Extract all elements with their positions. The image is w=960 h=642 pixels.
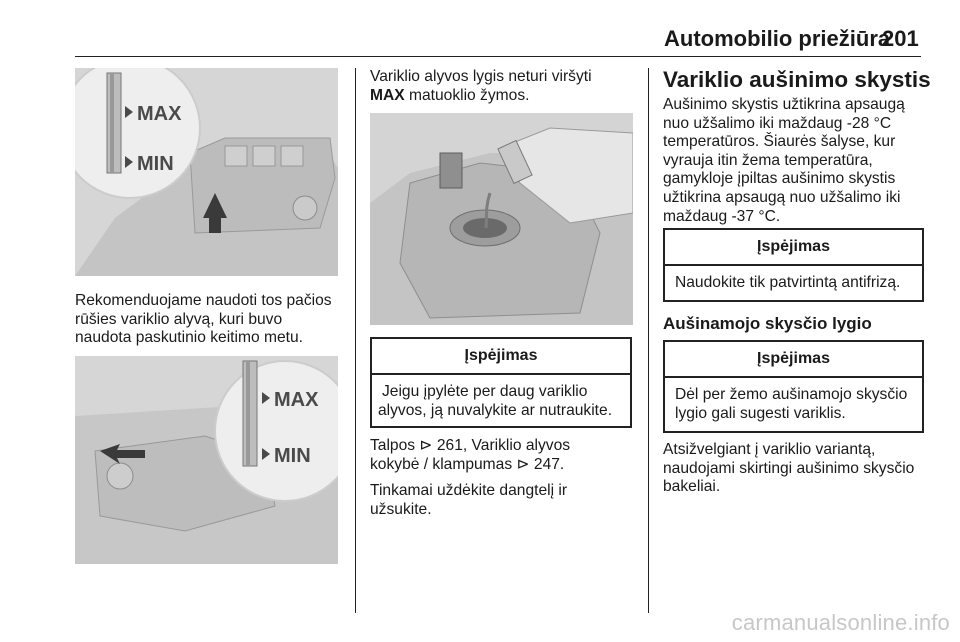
warning-body	[372, 375, 630, 428]
text-fragment: Talpos	[370, 437, 420, 454]
text-line: Aušinimo skystis užtikrina apsaugą	[663, 96, 905, 113]
text-line: maždaug -37 °C.	[663, 207, 781, 225]
text-line: Jeigu įpylėte per daug variklio	[382, 383, 588, 400]
text-line: naudota paskutinio keitimo metu.	[75, 329, 303, 347]
max-mark-label: MAX	[370, 86, 405, 104]
column-divider-right	[648, 68, 649, 613]
middle-paragraph-1	[370, 68, 640, 105]
fig2-min-label: MIN	[274, 445, 311, 467]
text-line: Variklio alyvos lygis neturi viršyti	[370, 68, 592, 85]
subsection-title: Aušinamojo skysčio lygio	[663, 314, 872, 333]
left-paragraph-1	[75, 292, 345, 348]
warning-box-coolant-level	[663, 340, 924, 433]
text-line	[370, 87, 640, 106]
text-line: Rekomenduojame naudoti tos pačios	[75, 292, 332, 309]
page-ref-arrow-icon: ⊳	[516, 455, 530, 473]
text-fragment: matuoklio žymos.	[404, 86, 530, 104]
warning-box-antifreeze	[663, 228, 924, 302]
warning-body	[665, 378, 922, 431]
engine-dipstick-illustration-bottom	[75, 356, 338, 564]
middle-paragraph-2	[370, 482, 640, 519]
fig1-max-label: MAX	[137, 103, 182, 125]
page-number: 201	[882, 26, 919, 51]
text-line: rūšies variklio alyvą, kuri buvo	[75, 310, 283, 328]
header-rule	[75, 56, 921, 57]
text-line: Atsižvelgiant į variklio variantą,	[663, 441, 876, 458]
text-line: temperatūros. Šiaurės šalyse, kur	[663, 133, 896, 151]
header-title: Automobilio priežiūra	[664, 26, 891, 51]
page-ref-link[interactable]: 261	[436, 437, 463, 454]
text-line: lygio gali sugesti variklis.	[675, 404, 846, 422]
text-line: užsukite.	[370, 500, 432, 518]
section-title: Variklio aušinimo skystis	[663, 67, 931, 92]
oil-filling-illustration	[370, 113, 633, 325]
middle-references	[370, 437, 640, 474]
text-line: naudojami skirtingi aušinimo skysčio	[663, 459, 915, 477]
text-line: Dėl per žemo aušinamojo skysčio	[675, 386, 908, 403]
text-line: gamykloje įpiltas aušinimo skystis	[663, 170, 896, 188]
fig2-max-label: MAX	[274, 389, 319, 411]
text-fragment: .	[559, 455, 565, 473]
column-divider-left	[355, 68, 356, 613]
text-line: bakeliai.	[663, 478, 721, 496]
text-fragment: kokybė / klampumas	[370, 455, 517, 473]
warning-title: Įspėjimas	[665, 230, 922, 266]
warning-title: Įspėjimas	[372, 339, 630, 375]
engine-dipstick-illustration-top	[75, 68, 338, 276]
warning-title: Įspėjimas	[665, 342, 922, 378]
text-line: vyrauja itin žema temperatūra,	[663, 151, 873, 169]
reference-line-1	[370, 437, 640, 456]
page-ref-link[interactable]: 247	[533, 455, 560, 473]
warning-body	[665, 266, 922, 301]
warning-box-oil	[370, 337, 632, 428]
text-fragment: , Variklio alyvos	[462, 437, 571, 454]
text-line: Tinkamai uždėkite dangtelį ir	[370, 482, 568, 499]
fig1-min-label: MIN	[137, 153, 174, 175]
text-line: užtikrina apsaugą nuo užšalimo iki	[663, 188, 901, 206]
text-line: Naudokite tik patvirtintą antifrizą.	[675, 274, 901, 291]
watermark: carmanualsonline.info	[731, 610, 950, 635]
right-paragraph-2	[663, 441, 943, 497]
text-line: nuo užšalimo iki maždaug -28 °C	[663, 114, 892, 132]
reference-line-2	[370, 456, 640, 475]
right-paragraph-1	[663, 96, 933, 226]
text-line: alyvos, ją nuvalykite ar nutraukite.	[378, 401, 613, 419]
page-ref-arrow-icon: ⊳	[419, 437, 433, 454]
